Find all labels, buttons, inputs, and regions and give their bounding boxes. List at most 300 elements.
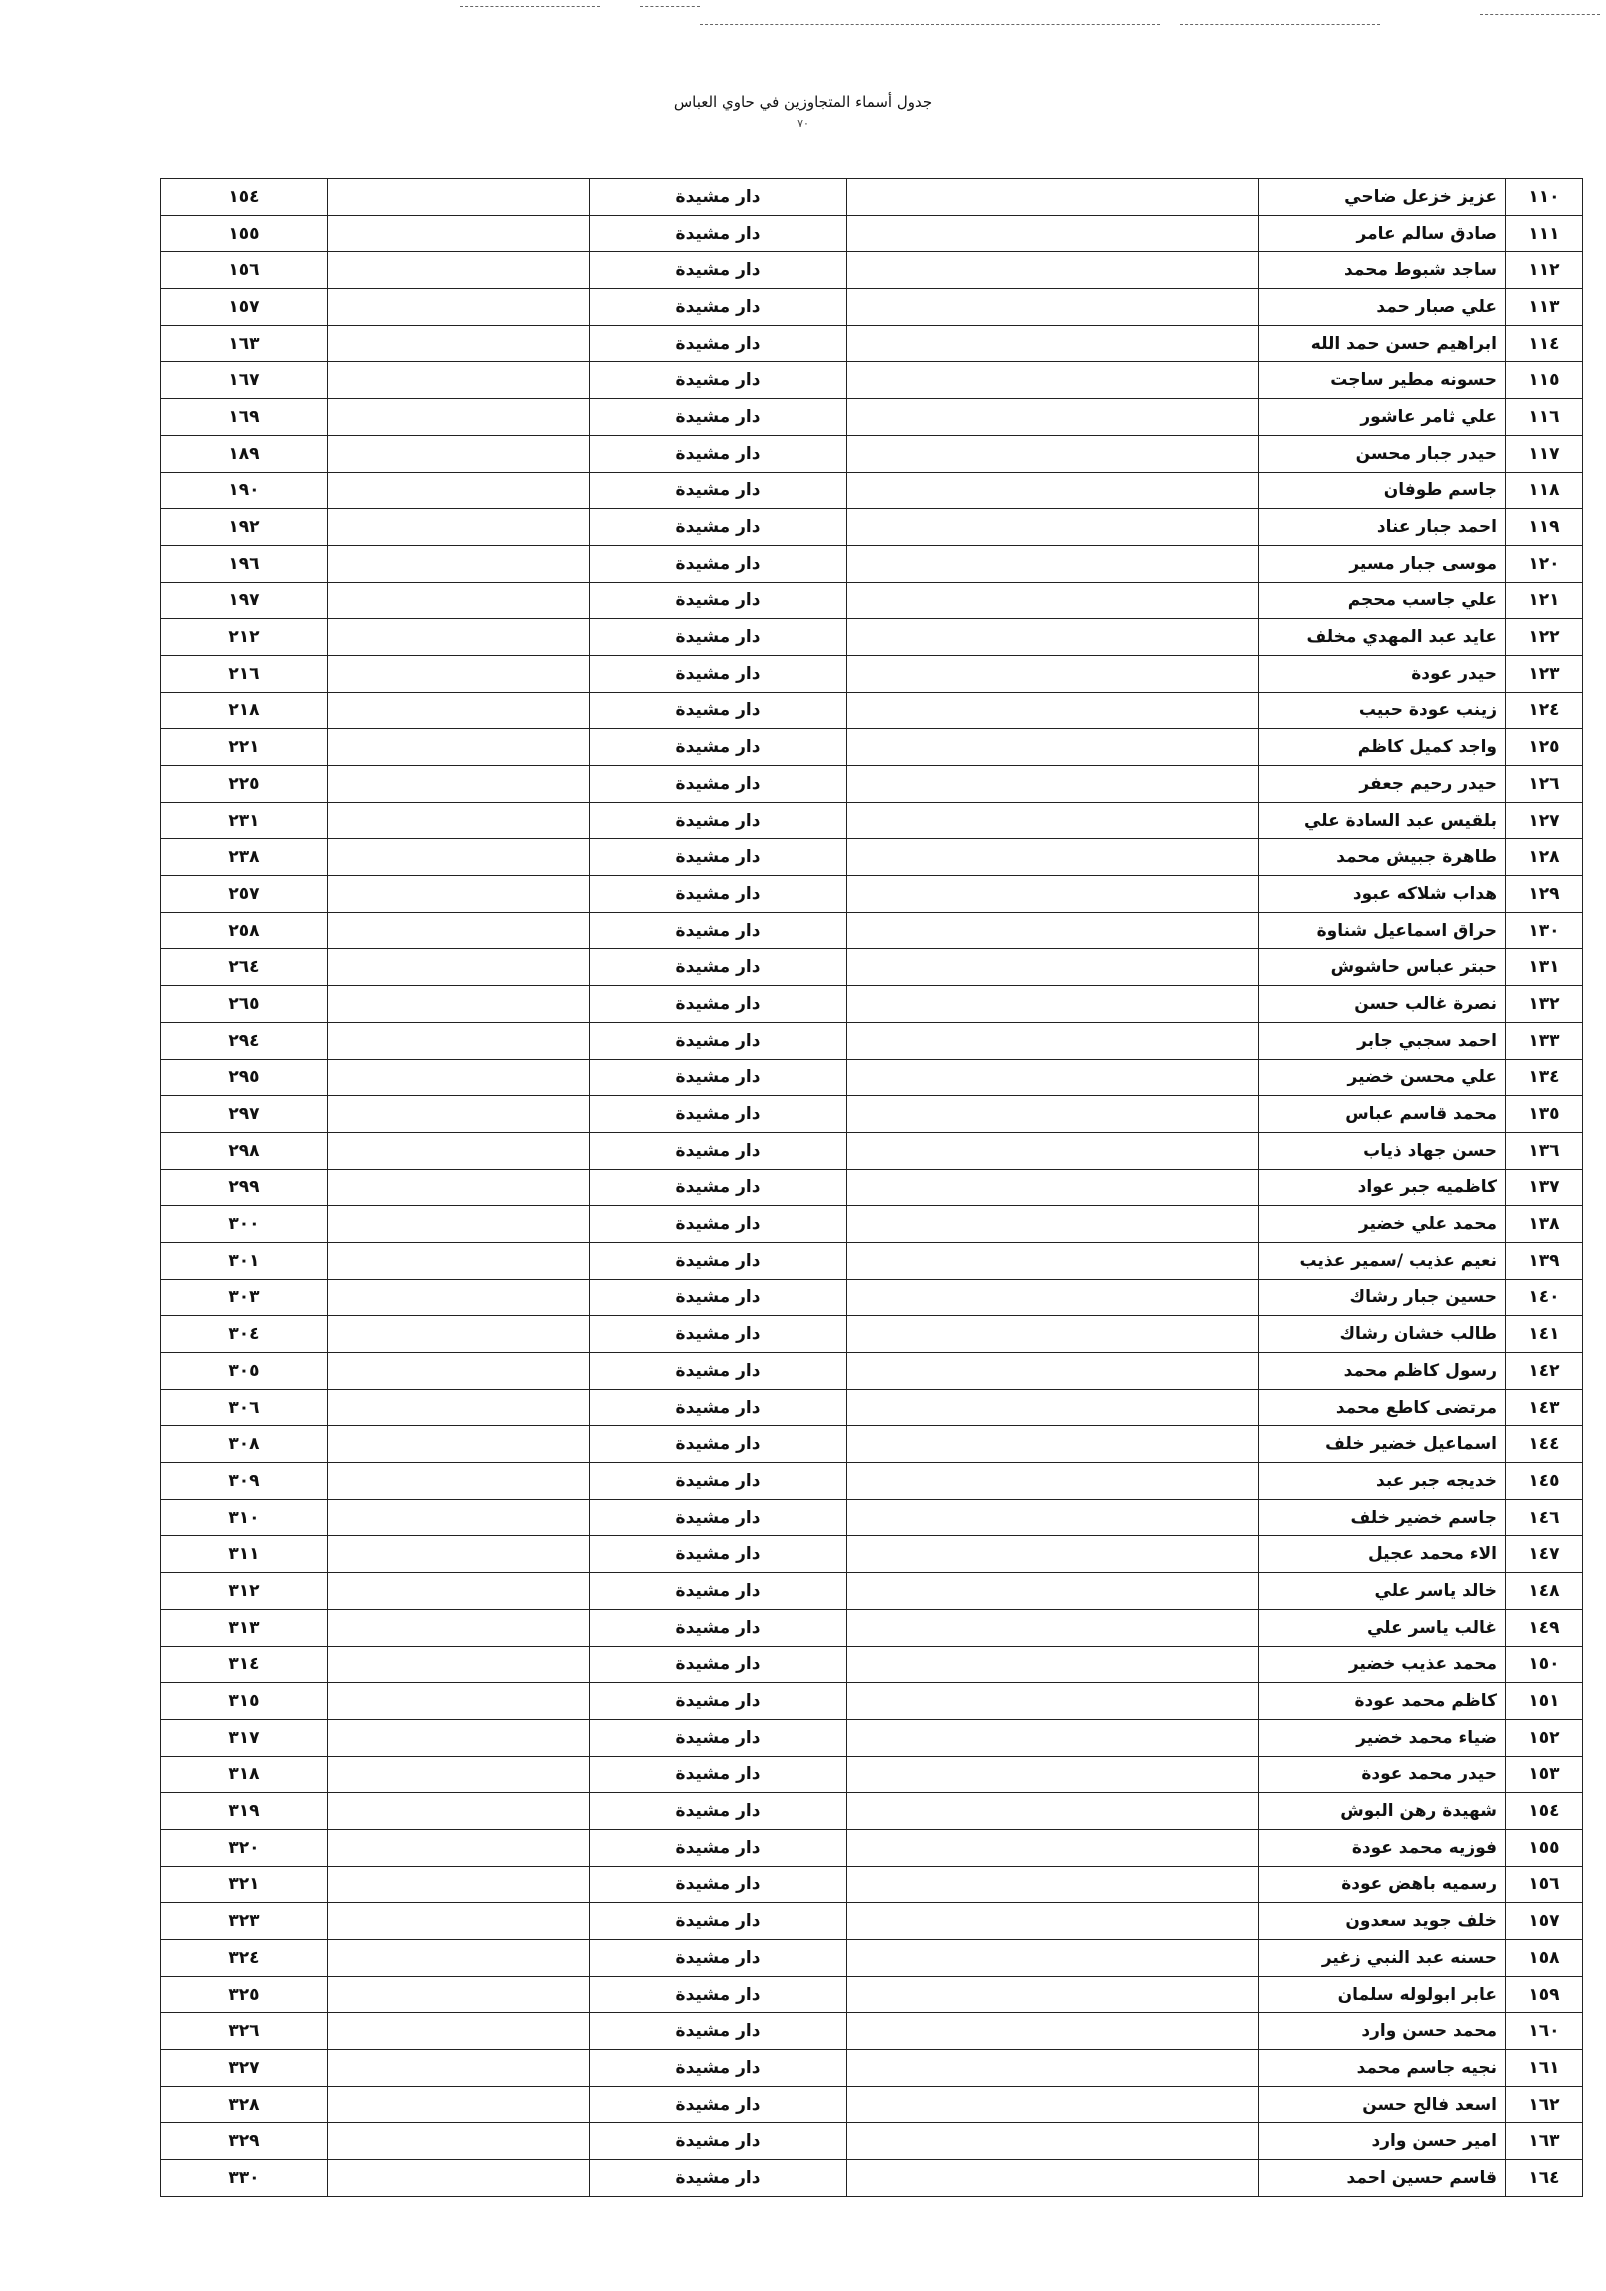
row-code: ١٩٦ (161, 545, 328, 582)
row-name: احمد جبار عناد (1259, 509, 1506, 546)
row-code: ٢١٨ (161, 692, 328, 729)
row-name: طالب خشان رشاك (1259, 1316, 1506, 1353)
row-property-type: دار مشيدة (590, 1426, 847, 1463)
table-body (161, 179, 1583, 2197)
row-property-type: دار مشيدة (590, 2013, 847, 2050)
row-code: ٣١٥ (161, 1683, 328, 1720)
table-row (161, 1940, 1583, 1977)
row-code: ٣١٢ (161, 1573, 328, 1610)
row-property-type: دار مشيدة (590, 1793, 847, 1830)
row-number: ١٤٣ (1506, 1389, 1583, 1426)
blank-cell (847, 1463, 1259, 1500)
blank-cell (328, 215, 590, 252)
row-number: ١٢٢ (1506, 619, 1583, 656)
table-row (161, 1059, 1583, 1096)
blank-cell (328, 435, 590, 472)
row-number: ١١٣ (1506, 289, 1583, 326)
row-name: مرتضى كاطع محمد (1259, 1389, 1506, 1426)
row-name: جاسم خضير خلف (1259, 1499, 1506, 1536)
blank-cell (847, 1206, 1259, 1243)
table-row (161, 1242, 1583, 1279)
blank-cell (847, 325, 1259, 362)
blank-cell (328, 2160, 590, 2197)
row-name: محمد حسن وارد (1259, 2013, 1506, 2050)
table-row (161, 1316, 1583, 1353)
row-property-type: دار مشيدة (590, 1096, 847, 1133)
blank-cell (847, 1719, 1259, 1756)
table-row (161, 1353, 1583, 1390)
row-number: ١٤٢ (1506, 1353, 1583, 1390)
table-row (161, 1866, 1583, 1903)
table-row (161, 2013, 1583, 2050)
blank-cell (328, 1316, 590, 1353)
blank-cell (847, 1646, 1259, 1683)
blank-cell (328, 1829, 590, 1866)
blank-cell (847, 472, 1259, 509)
row-code: ١٩٠ (161, 472, 328, 509)
row-property-type: دار مشيدة (590, 1866, 847, 1903)
blank-cell (328, 1940, 590, 1977)
row-name: حيدر جبار محسن (1259, 435, 1506, 472)
row-name: خديجه جبر عبد (1259, 1463, 1506, 1500)
row-number: ١٣٩ (1506, 1242, 1583, 1279)
table-row (161, 435, 1583, 472)
blank-cell (328, 1426, 590, 1463)
row-property-type: دار مشيدة (590, 986, 847, 1023)
row-code: ٣٠١ (161, 1242, 328, 1279)
row-code: ١٩٢ (161, 509, 328, 546)
blank-cell (847, 1169, 1259, 1206)
blank-cell (847, 1866, 1259, 1903)
blank-cell (328, 1976, 590, 2013)
row-code: ١٨٩ (161, 435, 328, 472)
row-name: حسونه مطير ساجت (1259, 362, 1506, 399)
row-name: محمد علي خضير (1259, 1206, 1506, 1243)
blank-cell (328, 839, 590, 876)
row-code: ٢٩٤ (161, 1022, 328, 1059)
row-number: ١٥٢ (1506, 1719, 1583, 1756)
blank-cell (847, 1793, 1259, 1830)
row-name: كاظميه جبر عواد (1259, 1169, 1506, 1206)
row-name: امير حسن وارد (1259, 2123, 1506, 2160)
row-number: ١٦١ (1506, 2050, 1583, 2087)
blank-cell (847, 545, 1259, 582)
blank-cell (328, 766, 590, 803)
row-code: ٣٢٥ (161, 1976, 328, 2013)
row-code: ٣٠٦ (161, 1389, 328, 1426)
blank-cell (328, 692, 590, 729)
row-name: حسنه عبد النبي زغير (1259, 1940, 1506, 1977)
blank-cell (847, 1609, 1259, 1646)
row-property-type: دار مشيدة (590, 1646, 847, 1683)
blank-cell (847, 912, 1259, 949)
row-number: ١٢١ (1506, 582, 1583, 619)
blank-cell (328, 1132, 590, 1169)
row-number: ١٦٢ (1506, 2086, 1583, 2123)
row-property-type: دار مشيدة (590, 1683, 847, 1720)
row-property-type: دار مشيدة (590, 399, 847, 436)
row-name: نعيم عذيب /سمير عذيب (1259, 1242, 1506, 1279)
table-row (161, 986, 1583, 1023)
blank-cell (847, 1279, 1259, 1316)
row-property-type: دار مشيدة (590, 2050, 847, 2087)
table-row (161, 619, 1583, 656)
row-name: علي محسن خضير (1259, 1059, 1506, 1096)
table-row (161, 1573, 1583, 1610)
row-name: احمد سجبي جابر (1259, 1022, 1506, 1059)
row-name: نجيه جاسم محمد (1259, 2050, 1506, 2087)
row-name: ضياء محمد خضير (1259, 1719, 1506, 1756)
row-number: ١٤١ (1506, 1316, 1583, 1353)
row-code: ٣١٣ (161, 1609, 328, 1646)
row-property-type: دار مشيدة (590, 949, 847, 986)
row-name: حراق اسماعيل شناوة (1259, 912, 1506, 949)
table-row (161, 876, 1583, 913)
row-number: ١١٤ (1506, 325, 1583, 362)
row-code: ٣٢٣ (161, 1903, 328, 1940)
table-row (161, 1096, 1583, 1133)
table-row (161, 802, 1583, 839)
row-property-type: دار مشيدة (590, 1756, 847, 1793)
row-code: ٣١٧ (161, 1719, 328, 1756)
row-code: ٣٢٠ (161, 1829, 328, 1866)
blank-cell (847, 1683, 1259, 1720)
row-property-type: دار مشيدة (590, 1206, 847, 1243)
row-property-type: دار مشيدة (590, 1499, 847, 1536)
table-row (161, 692, 1583, 729)
row-number: ١٥٦ (1506, 1866, 1583, 1903)
row-number: ١٤٤ (1506, 1426, 1583, 1463)
row-number: ١٢٣ (1506, 655, 1583, 692)
blank-cell (847, 1573, 1259, 1610)
row-number: ١٥٤ (1506, 1793, 1583, 1830)
scan-artifact-lines (0, 0, 1606, 40)
row-property-type: دار مشيدة (590, 1609, 847, 1646)
blank-cell (847, 435, 1259, 472)
row-name: هداب شلاكه عبود (1259, 876, 1506, 913)
blank-cell (847, 1536, 1259, 1573)
blank-cell (328, 986, 590, 1023)
table-row (161, 1903, 1583, 1940)
row-number: ١٥٥ (1506, 1829, 1583, 1866)
row-number: ١٣٥ (1506, 1096, 1583, 1133)
row-code: ٣٠٣ (161, 1279, 328, 1316)
row-property-type: دار مشيدة (590, 1719, 847, 1756)
blank-cell (847, 876, 1259, 913)
row-name: رسول كاظم محمد (1259, 1353, 1506, 1390)
row-name: محمد قاسم عباس (1259, 1096, 1506, 1133)
row-code: ٢٥٧ (161, 876, 328, 913)
table-row (161, 1829, 1583, 1866)
row-name: حيدر عودة (1259, 655, 1506, 692)
blank-cell (328, 252, 590, 289)
row-name: اسعد فالح حسن (1259, 2086, 1506, 2123)
blank-cell (847, 1316, 1259, 1353)
blank-cell (847, 1940, 1259, 1977)
row-name: حيدر رحيم جعفر (1259, 766, 1506, 803)
blank-cell (847, 839, 1259, 876)
row-number: ١٣١ (1506, 949, 1583, 986)
blank-cell (847, 399, 1259, 436)
row-code: ٢٥٨ (161, 912, 328, 949)
row-name: موسى جبار مسير (1259, 545, 1506, 582)
row-code: ٣٠٨ (161, 1426, 328, 1463)
row-name: خلف جويد سعدون (1259, 1903, 1506, 1940)
row-code: ٢٢٥ (161, 766, 328, 803)
row-name: خالد ياسر علي (1259, 1573, 1506, 1610)
row-code: ٢١٢ (161, 619, 328, 656)
table-row (161, 179, 1583, 216)
row-property-type: دار مشيدة (590, 729, 847, 766)
row-code: ٢٣٨ (161, 839, 328, 876)
row-number: ١٢٤ (1506, 692, 1583, 729)
page-mark: ٧٠ (797, 117, 809, 130)
blank-cell (328, 802, 590, 839)
row-name: بلقيس عبد السادة علي (1259, 802, 1506, 839)
row-code: ٣٠٤ (161, 1316, 328, 1353)
row-property-type: دار مشيدة (590, 252, 847, 289)
row-name: عابر ابولوله سلمان (1259, 1976, 1506, 2013)
blank-cell (847, 1022, 1259, 1059)
table-row (161, 2050, 1583, 2087)
blank-cell (328, 1242, 590, 1279)
row-name: علي صبار حمد (1259, 289, 1506, 326)
row-code: ٣٢٨ (161, 2086, 328, 2123)
row-property-type: دار مشيدة (590, 912, 847, 949)
row-number: ١١٧ (1506, 435, 1583, 472)
row-name: غالب ياسر علي (1259, 1609, 1506, 1646)
blank-cell (847, 692, 1259, 729)
row-name: عايد عبد المهدي مخلف (1259, 619, 1506, 656)
blank-cell (328, 399, 590, 436)
row-property-type: دار مشيدة (590, 1353, 847, 1390)
table-row (161, 1389, 1583, 1426)
row-name: زينب عودة حبيب (1259, 692, 1506, 729)
blank-cell (328, 2050, 590, 2087)
row-number: ١١٦ (1506, 399, 1583, 436)
row-number: ١٣٣ (1506, 1022, 1583, 1059)
row-code: ٣٠٩ (161, 1463, 328, 1500)
blank-cell (328, 729, 590, 766)
row-number: ١٤٩ (1506, 1609, 1583, 1646)
blank-cell (328, 362, 590, 399)
table-row (161, 1793, 1583, 1830)
row-name: ابراهيم حسن حمد الله (1259, 325, 1506, 362)
blank-cell (847, 1389, 1259, 1426)
blank-cell (328, 509, 590, 546)
row-number: ١٥٠ (1506, 1646, 1583, 1683)
blank-cell (328, 582, 590, 619)
blank-cell (847, 2160, 1259, 2197)
table-row (161, 2123, 1583, 2160)
row-code: ٣٢١ (161, 1866, 328, 1903)
row-number: ١٣٦ (1506, 1132, 1583, 1169)
row-code: ١٥٥ (161, 215, 328, 252)
blank-cell (328, 1683, 590, 1720)
table-row (161, 1756, 1583, 1793)
row-property-type: دار مشيدة (590, 545, 847, 582)
blank-cell (328, 1169, 590, 1206)
table-row (161, 582, 1583, 619)
blank-cell (847, 1132, 1259, 1169)
row-property-type: دار مشيدة (590, 1022, 847, 1059)
row-number: ١٢٦ (1506, 766, 1583, 803)
row-code: ٣١٤ (161, 1646, 328, 1683)
row-property-type: دار مشيدة (590, 802, 847, 839)
row-code: ١٥٦ (161, 252, 328, 289)
blank-cell (328, 949, 590, 986)
row-property-type: دار مشيدة (590, 1976, 847, 2013)
row-code: ٢٣١ (161, 802, 328, 839)
row-property-type: دار مشيدة (590, 876, 847, 913)
blank-cell (328, 1756, 590, 1793)
blank-cell (847, 1829, 1259, 1866)
row-number: ١٣٨ (1506, 1206, 1583, 1243)
row-code: ٣٠٠ (161, 1206, 328, 1243)
row-code: ٢٩٧ (161, 1096, 328, 1133)
row-number: ١٥٣ (1506, 1756, 1583, 1793)
row-code: ٣١٠ (161, 1499, 328, 1536)
row-name: حسين جبار رشاك (1259, 1279, 1506, 1316)
table-row (161, 509, 1583, 546)
table-row (161, 289, 1583, 326)
blank-cell (847, 1096, 1259, 1133)
blank-cell (328, 2086, 590, 2123)
row-property-type: دار مشيدة (590, 1573, 847, 1610)
row-number: ١٦٠ (1506, 2013, 1583, 2050)
row-code: ١٦٩ (161, 399, 328, 436)
blank-cell (847, 215, 1259, 252)
row-code: ٣٢٩ (161, 2123, 328, 2160)
table-row (161, 2086, 1583, 2123)
row-code: ٢١٦ (161, 655, 328, 692)
blank-cell (328, 1903, 590, 1940)
row-code: ١٦٣ (161, 325, 328, 362)
row-name: حبتر عباس حاشوش (1259, 949, 1506, 986)
row-property-type: دار مشيدة (590, 1279, 847, 1316)
table-row (161, 1022, 1583, 1059)
blank-cell (328, 876, 590, 913)
row-number: ١٥١ (1506, 1683, 1583, 1720)
row-property-type: دار مشيدة (590, 582, 847, 619)
row-number: ١١١ (1506, 215, 1583, 252)
blank-cell (847, 582, 1259, 619)
blank-cell (847, 289, 1259, 326)
row-name: فوزيه محمد عودة (1259, 1829, 1506, 1866)
blank-cell (328, 1389, 590, 1426)
row-property-type: دار مشيدة (590, 1169, 847, 1206)
row-code: ٢٦٤ (161, 949, 328, 986)
row-property-type: دار مشيدة (590, 2160, 847, 2197)
row-property-type: دار مشيدة (590, 1132, 847, 1169)
row-property-type: دار مشيدة (590, 619, 847, 656)
table-row (161, 545, 1583, 582)
blank-cell (847, 252, 1259, 289)
table-row (161, 1646, 1583, 1683)
row-name: حيدر محمد عودة (1259, 1756, 1506, 1793)
row-property-type: دار مشيدة (590, 509, 847, 546)
row-property-type: دار مشيدة (590, 1463, 847, 1500)
table-row (161, 1609, 1583, 1646)
table-row (161, 215, 1583, 252)
table-row (161, 912, 1583, 949)
table-row (161, 1206, 1583, 1243)
blank-cell (847, 1242, 1259, 1279)
row-name: اسماعيل خضير خلف (1259, 1426, 1506, 1463)
row-property-type: دار مشيدة (590, 1903, 847, 1940)
row-code: ٢٦٥ (161, 986, 328, 1023)
row-property-type: دار مشيدة (590, 179, 847, 216)
blank-cell (328, 1353, 590, 1390)
row-property-type: دار مشيدة (590, 2086, 847, 2123)
row-property-type: دار مشيدة (590, 692, 847, 729)
blank-cell (847, 949, 1259, 986)
table-row (161, 2160, 1583, 2197)
row-number: ١١٩ (1506, 509, 1583, 546)
blank-cell (847, 2013, 1259, 2050)
row-property-type: دار مشيدة (590, 1059, 847, 1096)
blank-cell (847, 986, 1259, 1023)
row-code: ٣٢٦ (161, 2013, 328, 2050)
blank-cell (328, 1206, 590, 1243)
blank-cell (847, 655, 1259, 692)
blank-cell (847, 1353, 1259, 1390)
blank-cell (328, 912, 590, 949)
row-number: ١١٢ (1506, 252, 1583, 289)
row-number: ١٥٧ (1506, 1903, 1583, 1940)
row-code: ٣١٩ (161, 1793, 328, 1830)
row-property-type: دار مشيدة (590, 215, 847, 252)
blank-cell (847, 1976, 1259, 2013)
blank-cell (847, 1059, 1259, 1096)
table-row (161, 472, 1583, 509)
row-property-type: دار مشيدة (590, 1389, 847, 1426)
table-row (161, 1132, 1583, 1169)
row-property-type: دار مشيدة (590, 435, 847, 472)
table-row (161, 399, 1583, 436)
row-code: ٢٢١ (161, 729, 328, 766)
row-number: ١١٠ (1506, 179, 1583, 216)
blank-cell (847, 1903, 1259, 1940)
blank-cell (328, 545, 590, 582)
row-name: قاسم حسين احمد (1259, 2160, 1506, 2197)
table-row (161, 362, 1583, 399)
row-name: رسميه باهض عودة (1259, 1866, 1506, 1903)
row-property-type: دار مشيدة (590, 2123, 847, 2160)
blank-cell (328, 1096, 590, 1133)
row-name: الاء محمد عجيل (1259, 1536, 1506, 1573)
row-property-type: دار مشيدة (590, 325, 847, 362)
table-row (161, 1536, 1583, 1573)
row-number: ١١٨ (1506, 472, 1583, 509)
blank-cell (328, 1866, 590, 1903)
table-row (161, 1463, 1583, 1500)
table-row (161, 729, 1583, 766)
row-code: ٣١٨ (161, 1756, 328, 1793)
blank-cell (328, 1646, 590, 1683)
row-code: ٣٢٤ (161, 1940, 328, 1977)
row-code: ٢٩٨ (161, 1132, 328, 1169)
row-name: شهيدة رهن البوش (1259, 1793, 1506, 1830)
document-title: جدول أسماء المتجاوزين في حاوي العباس (673, 93, 933, 111)
row-number: ١٥٨ (1506, 1940, 1583, 1977)
row-name: واجد كميل كاظم (1259, 729, 1506, 766)
table-row (161, 655, 1583, 692)
row-property-type: دار مشيدة (590, 1242, 847, 1279)
row-number: ١٣٧ (1506, 1169, 1583, 1206)
blank-cell (328, 1499, 590, 1536)
row-property-type: دار مشيدة (590, 289, 847, 326)
